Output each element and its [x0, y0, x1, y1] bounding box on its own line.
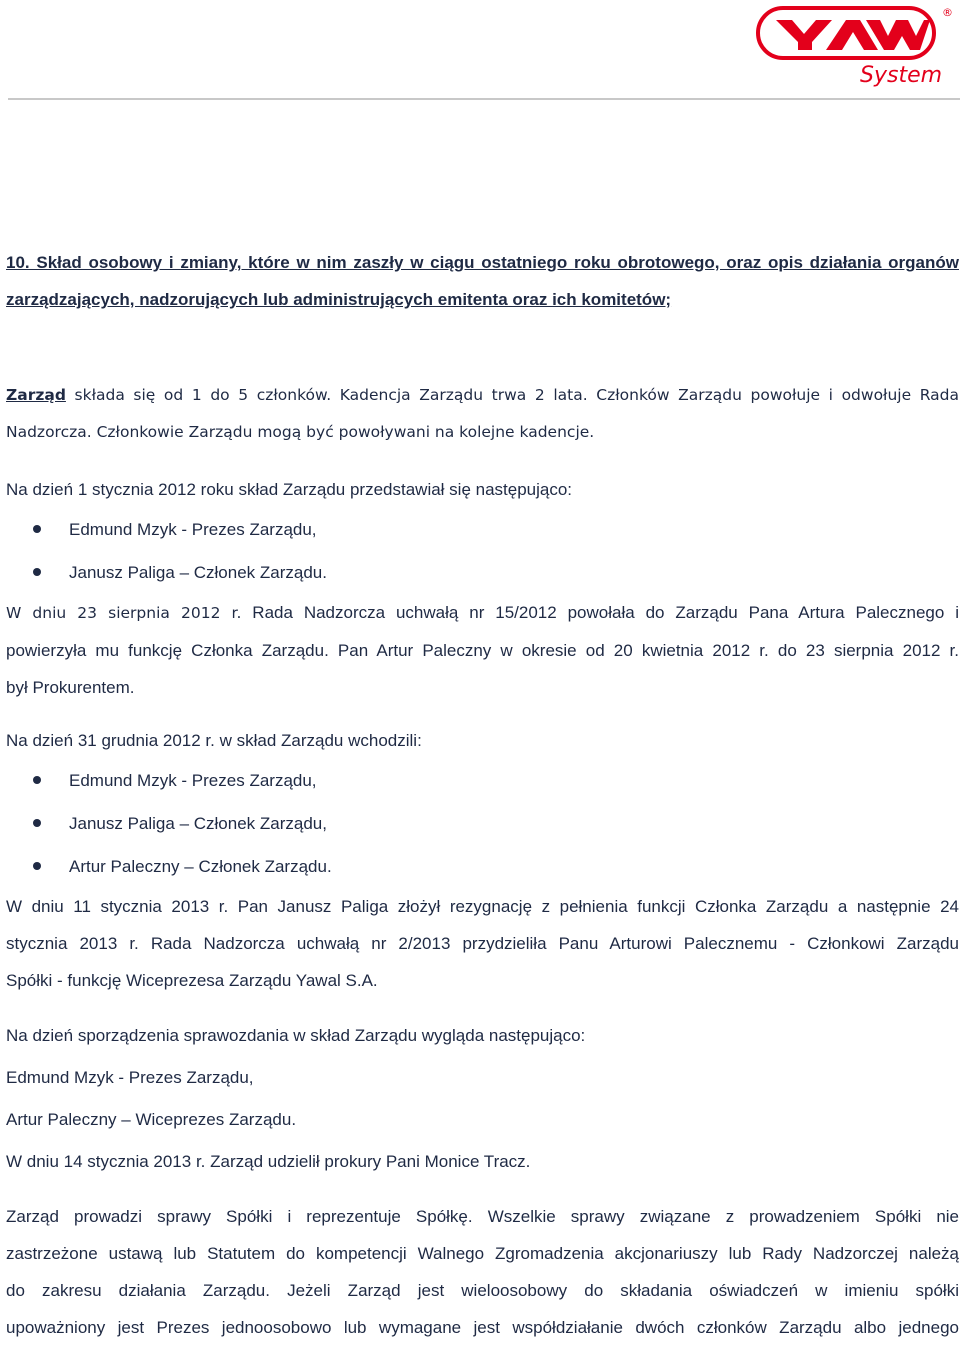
logo-tagline: System: [860, 63, 943, 88]
page-header: [0, 0, 960, 105]
header-divider: [8, 98, 960, 100]
bullet-icon: [33, 568, 41, 576]
yawal-system-logo: [754, 4, 954, 88]
bullet-icon: [33, 862, 41, 870]
svg-text:®: ®: [942, 6, 953, 19]
change-aug-2012-line-1: W dniu 23 sierpnia 2012 r. Rada Nadzorcza uchwałą nr 15/2012 powołała do Zarządu Pana Artura Palecznego i: [6, 603, 959, 622]
list-item: Edmund Mzyk - Prezes Zarządu,: [6, 759, 959, 802]
intro-line-2: Nadzorcza. Członkowie Zarządu mogą być powoływani na kolejne kadencje.: [6, 423, 595, 441]
duties-line-4: upoważniony jest Prezes jednoosobowo lub wymagane jest współdziałanie dwóch członków Zarządu albo jednego: [6, 1318, 959, 1337]
proxy-text: W dniu 14 stycznia 2013 r. Zarząd udzielił prokury Pani Monice Tracz.: [6, 1152, 531, 1171]
change-jan-2013-line-3: Spółki - funkcję Wiceprezesa Zarządu Yawal S.A.: [6, 971, 378, 990]
list-item: Janusz Paliga – Członek Zarządu.: [6, 551, 959, 594]
board-2012-end-list: [6, 759, 959, 888]
change-aug-2012-line-2: powierzyła mu funkcję Członka Zarządu. Pan Artur Paleczny w okresie od 20 kwietnia 2012 r. do 23 sierpnia 2012 r.: [6, 641, 959, 660]
bullet-icon: [33, 525, 41, 533]
board-2012-start-text: Na dzień 1 stycznia 2012 roku skład Zarządu przedstawiał się następująco:: [6, 480, 573, 499]
section-heading-line-1: 10. Skład osobowy i zmiany, które w nim zaszły w ciągu ostatniego roku obrotowego, oraz opis działania organów: [6, 253, 959, 272]
board-report-member: Artur Paleczny – Wiceprezes Zarządu.: [6, 1110, 297, 1129]
change-jan-2013-line-2: stycznia 2013 r. Rada Nadzorcza uchwałą nr 2/2013 przydzieliła Panu Arturowi Palecznemu - Członkowi Zarządu: [6, 934, 959, 953]
list-item: Edmund Mzyk - Prezes Zarządu,: [6, 508, 959, 551]
list-item: Artur Paleczny – Członek Zarządu.: [6, 845, 959, 888]
intro-line-1: Zarząd składa się od 1 do 5 członków. Kadencja Zarządu trwa 2 lata. Członków Zarządu powołuje i odwołuje Rada: [6, 386, 959, 404]
document-body: [6, 244, 959, 1346]
section-heading-line-2: zarządzających, nadzorujących lub administrujących emitenta oraz ich komitetów;: [6, 290, 672, 309]
bullet-icon: [33, 819, 41, 827]
board-report-member: Edmund Mzyk - Prezes Zarządu,: [6, 1068, 254, 1087]
change-jan-2013-line-1: W dniu 11 stycznia 2013 r. Pan Janusz Paliga złożył rezygnację z pełnienia funkcji Członka Zarządu a następnie 24: [6, 897, 959, 916]
duties-line-1: Zarząd prowadzi sprawy Spółki i reprezentuje Spółkę. Wszelkie sprawy związane z prowadzeniem Spółki nie: [6, 1207, 959, 1226]
bullet-icon: [33, 776, 41, 784]
change-aug-2012-line-3: był Prokurentem.: [6, 678, 135, 697]
duties-line-3: do zakresu działania Zarządu. Jeżeli Zarząd jest wieloosobowy do składania oświadczeń w imieniu spółki: [6, 1281, 959, 1300]
list-item: Janusz Paliga – Członek Zarządu,: [6, 802, 959, 845]
intro-label: Zarząd: [6, 386, 66, 404]
duties-line-2: zastrzeżone ustawą lub Statutem do kompetencji Walnego Zgromadzenia akcjonariuszy lub Rady Nadzorczej należą: [6, 1244, 959, 1263]
board-2012-end-text: Na dzień 31 grudnia 2012 r. w skład Zarządu wchodzili:: [6, 731, 422, 750]
board-2012-start-list: [6, 508, 959, 594]
board-report-date-text: Na dzień sporządzenia sprawozdania w skład Zarządu wygląda następująco:: [6, 1026, 586, 1045]
